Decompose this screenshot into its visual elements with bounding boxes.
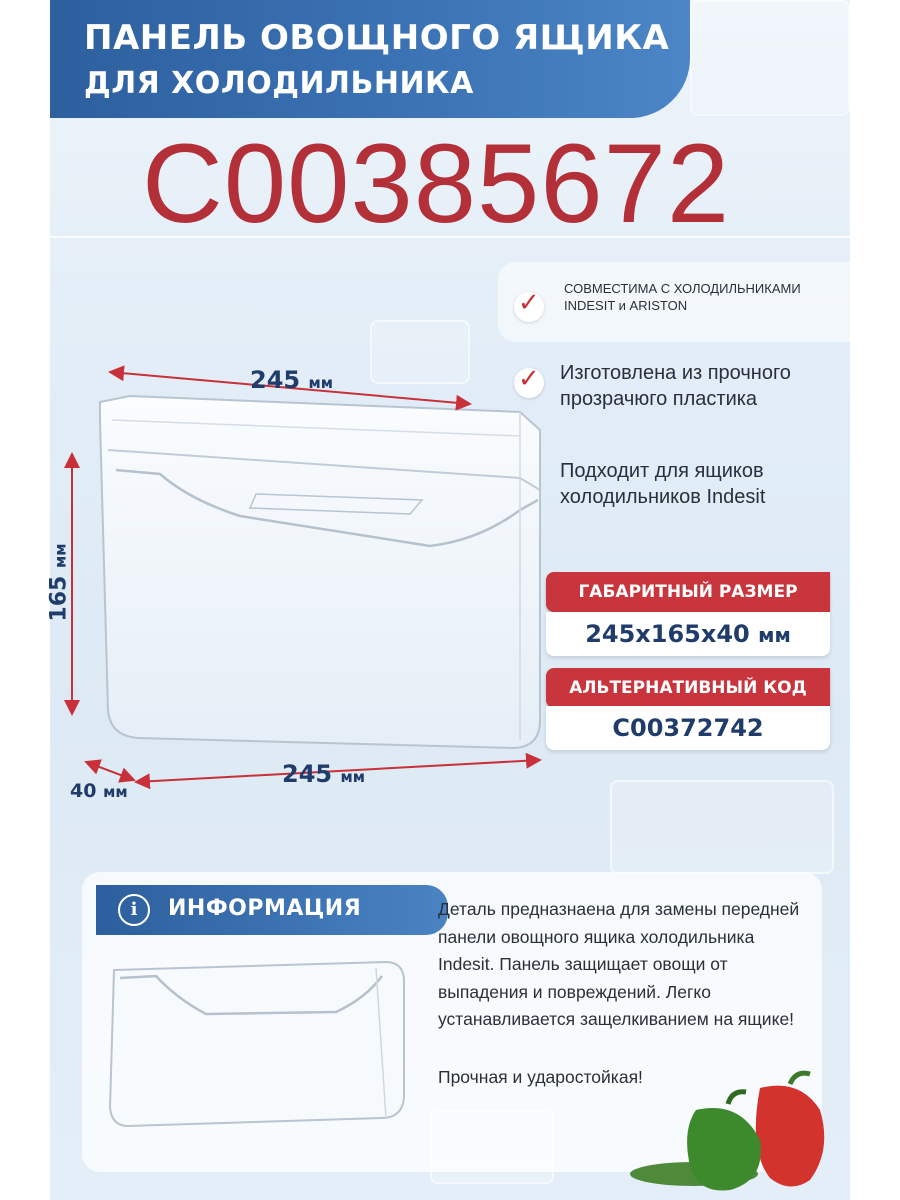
- dim-bottom-label: [282, 760, 365, 788]
- check-icon: ✓: [514, 368, 544, 398]
- dim-height-value: 165: [46, 575, 72, 622]
- product-card: [46, 0, 850, 1200]
- features-panel: [498, 262, 850, 508]
- dim-top-label: [250, 366, 333, 394]
- header-title-line1: ПАНЕЛЬ ОВОЩНОГО ЯЩИКА: [84, 18, 670, 58]
- product-panel-image: [50, 350, 570, 820]
- material-text: Изготовлена из прочного прозрачюго пластика: [560, 362, 791, 410]
- size-unit: мм: [758, 623, 791, 647]
- size-value: 245х165х40: [585, 620, 750, 648]
- peppers-image: [620, 1070, 850, 1200]
- dim-bottom-unit: мм: [340, 768, 365, 786]
- bg-fridge-shelf-3: [610, 780, 834, 874]
- dim-top-value: 245: [250, 366, 301, 394]
- dim-line-depth: [86, 762, 134, 780]
- dim-height-unit: мм: [51, 543, 70, 568]
- header-title-line2: ДЛЯ ХОЛОДИЛЬНИКА: [84, 66, 474, 101]
- bg-fridge-shelf-1: [690, 0, 850, 116]
- info-title-badge: [96, 885, 448, 935]
- check-icon: ✓: [514, 292, 544, 322]
- alt-code-label-badge: АЛЬТЕРНАТИВНЫЙ КОД: [546, 668, 830, 708]
- dim-depth-label: [70, 780, 128, 802]
- info-paragraph-2: Прочная и ударостойкая!: [438, 1067, 643, 1087]
- header-banner: [50, 0, 690, 118]
- dim-top-unit: мм: [308, 374, 333, 392]
- compat-text: СОВМЕСТИМА С ХОЛОДИЛЬНИКАМИ INDESIT и ARISTON: [564, 281, 801, 313]
- fits-text: Подходит для ящиков холодильников Indesit: [560, 460, 766, 508]
- dim-depth-unit: мм: [103, 783, 128, 801]
- dim-depth-value: 40: [70, 780, 97, 802]
- dim-height-label: [47, 543, 72, 621]
- product-thumbnail-image: [96, 948, 416, 1138]
- dim-bottom-value: 245: [282, 760, 333, 788]
- size-value-box: [546, 612, 830, 656]
- size-label-badge: ГАБАРИТНЫЙ РАЗМЕР: [546, 572, 830, 612]
- info-title: ИНФОРМАЦИЯ: [168, 896, 362, 921]
- alt-code-value: C00372742: [546, 706, 830, 750]
- part-code: C00385672: [142, 121, 731, 246]
- info-icon: i: [118, 894, 150, 926]
- info-paragraph: Деталь предназнаена для замены передней панели овощного ящика холодильника Indesit. Панель защищает овощи от выпадения и повреждений. Легко устанавливается защелкиванием на ящике!: [438, 899, 800, 1029]
